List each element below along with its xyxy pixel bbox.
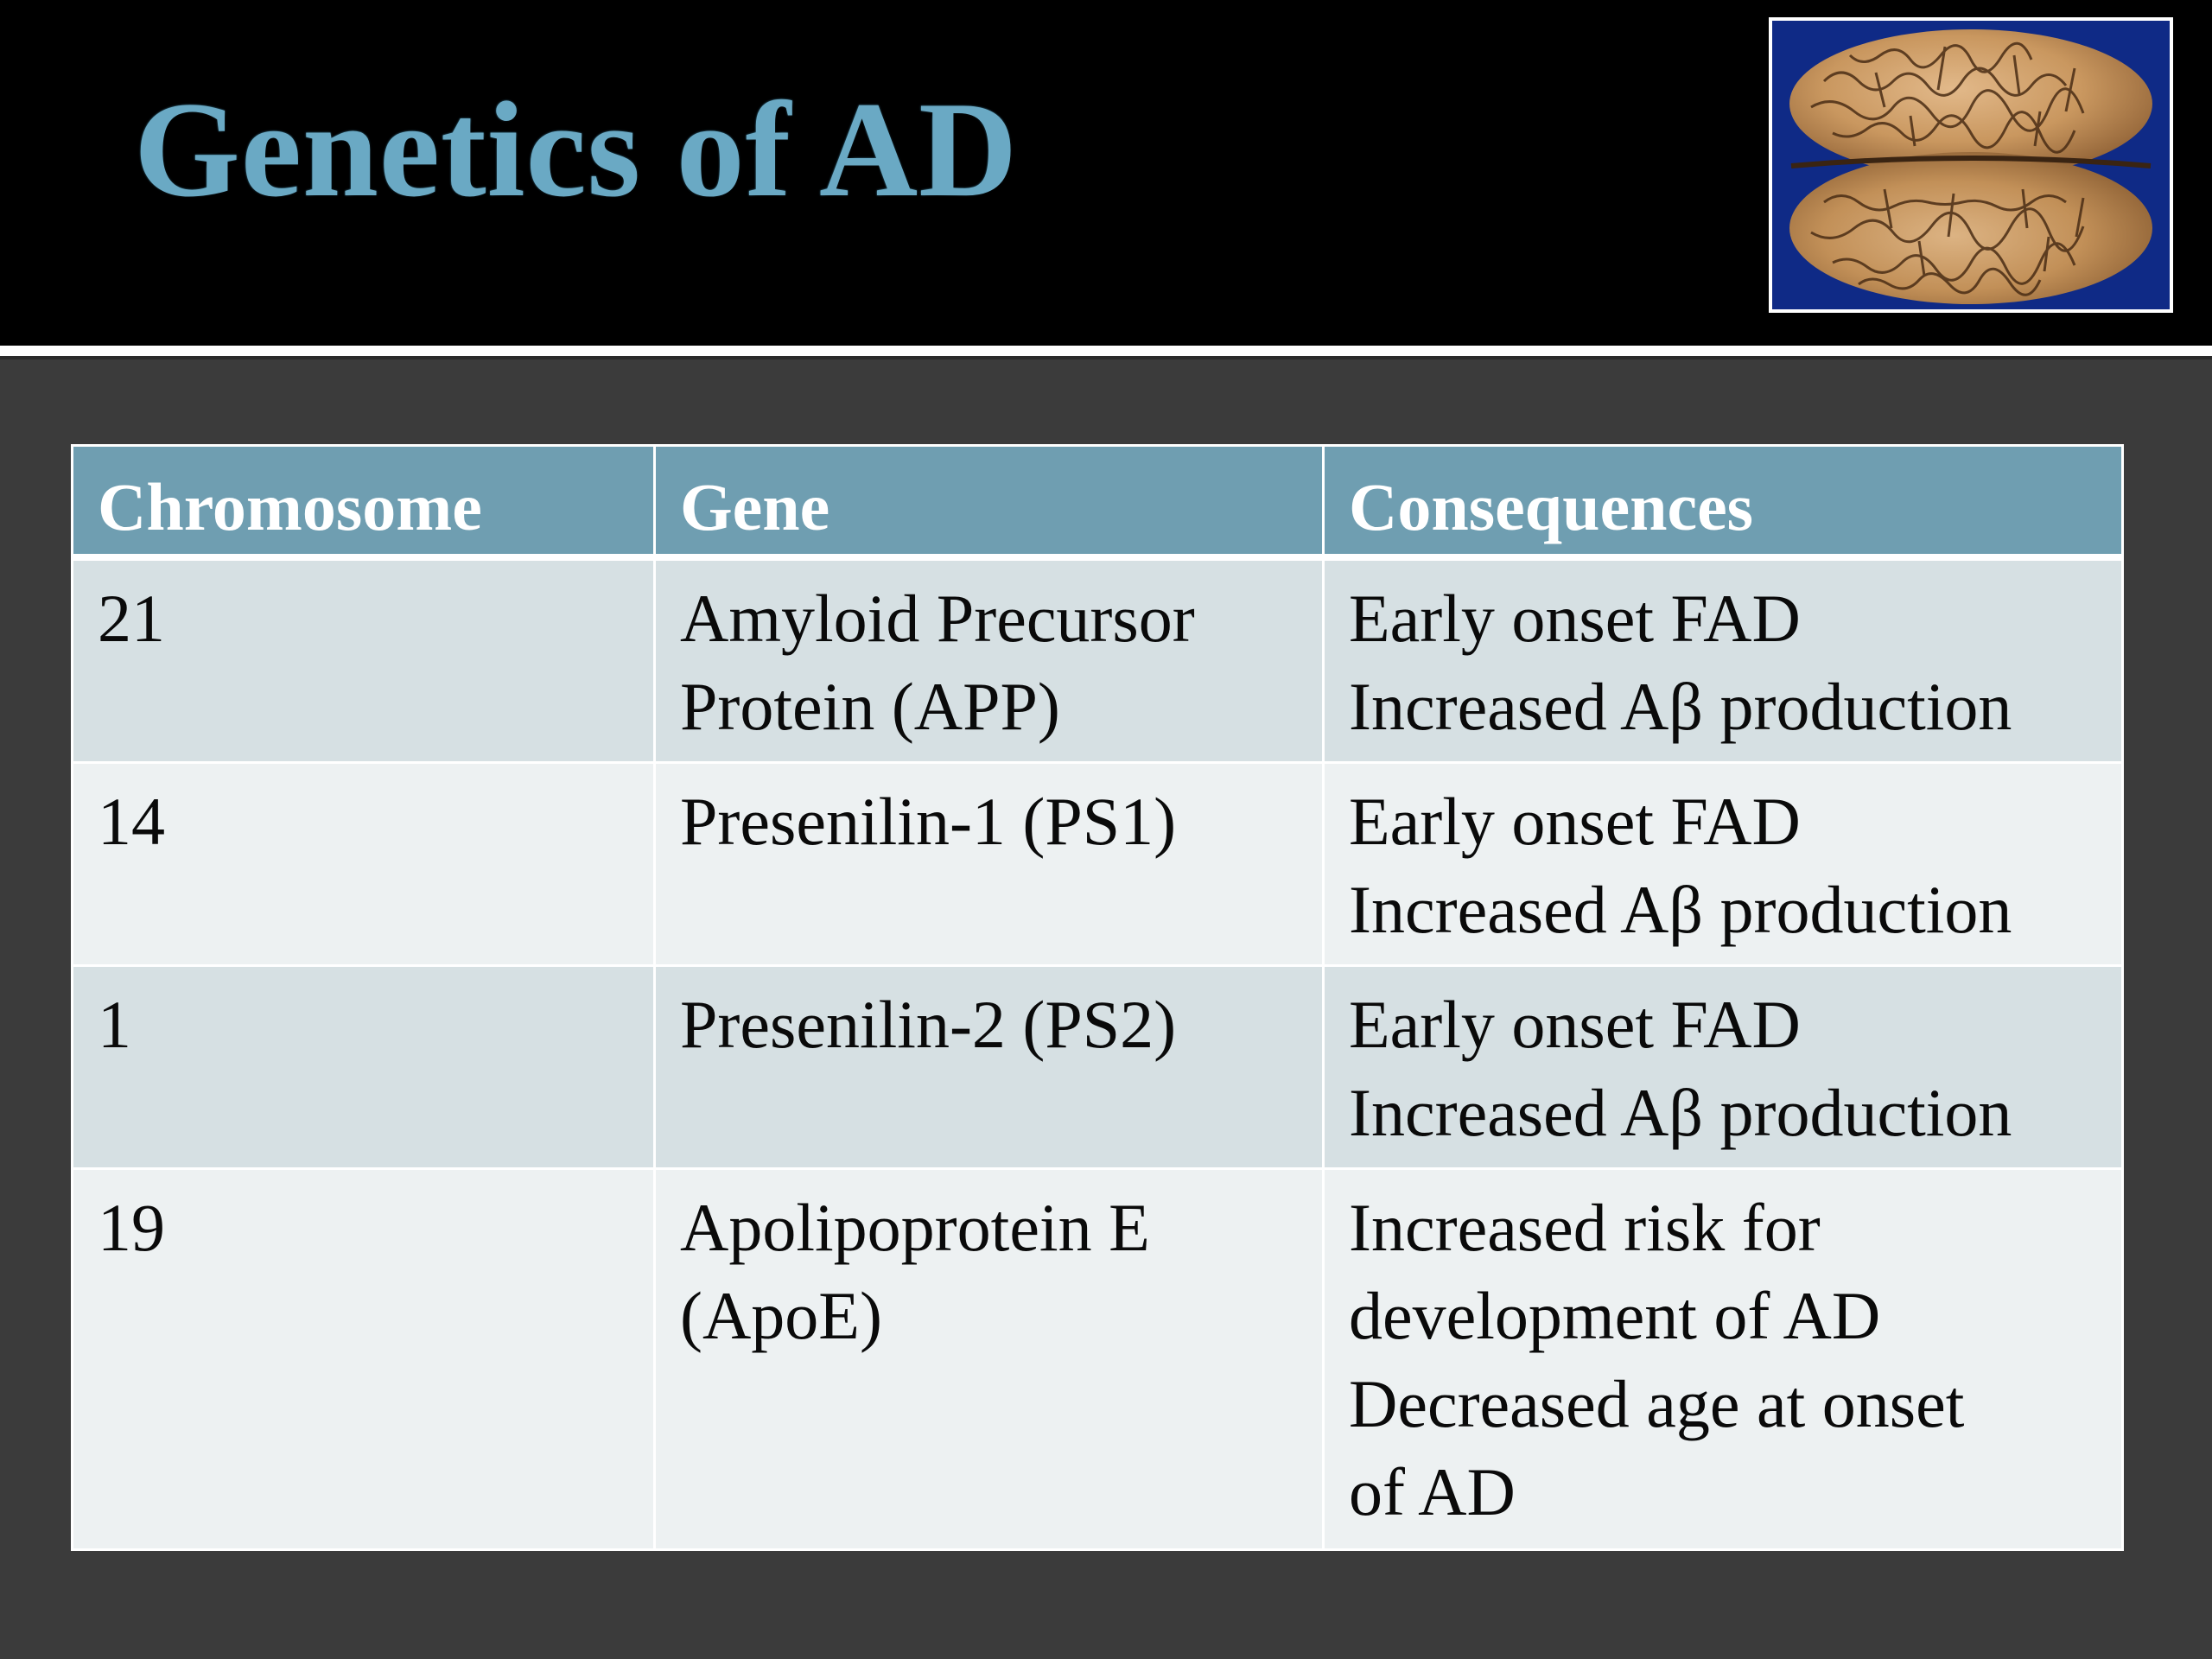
consequence-line: Early onset FAD	[1349, 784, 1801, 859]
chromosome-value: 14	[98, 784, 165, 859]
title-band	[0, 0, 2212, 346]
cell-gene	[655, 966, 1324, 1169]
gene-line: Apolipoprotein E	[680, 1190, 1150, 1265]
column-header-gene: Gene	[655, 446, 1324, 558]
genetics-table	[71, 444, 2124, 1551]
table-row	[73, 966, 2123, 1169]
gene-line: Presenilin-1 (PS1)	[680, 784, 1177, 859]
cell-chromosome	[73, 763, 655, 966]
cell-consequences	[1324, 1169, 2123, 1550]
header-divider	[0, 346, 2212, 356]
cell-chromosome	[73, 1169, 655, 1550]
consequence-line: Increased risk for	[1349, 1190, 1821, 1265]
column-header-chromosome: Chromosome	[73, 446, 655, 558]
consequence-line: Increased Aβ production	[1349, 669, 2012, 744]
cell-gene	[655, 557, 1324, 763]
cell-chromosome	[73, 966, 655, 1169]
table-row	[73, 557, 2123, 763]
table-header-row	[73, 446, 2123, 558]
chromosome-value: 21	[98, 581, 165, 656]
slide-title: Genetics of AD	[134, 74, 1019, 226]
chromosome-value: 1	[98, 987, 131, 1062]
consequence-line: Early onset FAD	[1349, 581, 1801, 656]
table-row	[73, 763, 2123, 966]
column-header-consequences: Consequences	[1324, 446, 2123, 558]
lower-hemisphere	[1789, 152, 2152, 304]
gene-line: Presenilin-2 (PS2)	[680, 987, 1177, 1062]
gene-line: (ApoE)	[680, 1278, 882, 1353]
consequence-line: Decreased age at onset	[1349, 1366, 1965, 1441]
cell-consequences	[1324, 763, 2123, 966]
consequence-line: development of AD	[1349, 1278, 1881, 1353]
cell-chromosome	[73, 557, 655, 763]
consequence-line: Increased Aβ production	[1349, 1075, 2012, 1150]
cell-consequences	[1324, 557, 2123, 763]
gene-line: Amyloid Precursor	[680, 581, 1195, 656]
header-divider-shadow	[0, 356, 2212, 359]
consequence-line: Increased Aβ production	[1349, 872, 2012, 947]
genetics-table-container	[71, 444, 2121, 1551]
consequence-line: Early onset FAD	[1349, 987, 1801, 1062]
cell-gene	[655, 1169, 1324, 1550]
cell-gene	[655, 763, 1324, 966]
brain-illustration-icon	[1772, 21, 2170, 309]
consequence-line: of AD	[1349, 1454, 1516, 1529]
brain-photo	[1769, 17, 2173, 313]
gene-line: Protein (APP)	[680, 669, 1060, 744]
chromosome-value: 19	[98, 1190, 165, 1265]
cell-consequences	[1324, 966, 2123, 1169]
table-row	[73, 1169, 2123, 1550]
